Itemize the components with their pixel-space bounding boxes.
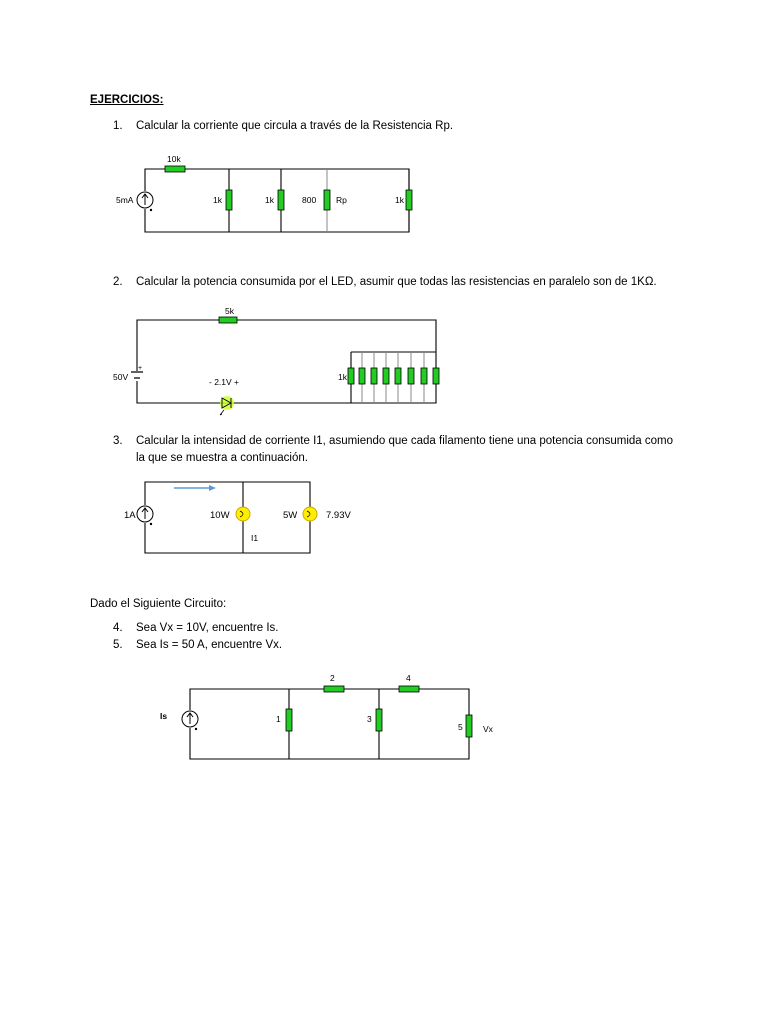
- ex2-number: 2.: [113, 276, 123, 288]
- circuit-4-wires: [190, 689, 469, 759]
- ex1-label-5ma: 5mA: [116, 195, 134, 205]
- ex4-current-source: [182, 710, 198, 730]
- ex1-label-r1: 1k: [213, 195, 222, 205]
- ex3-label-1a: 1A: [124, 510, 136, 521]
- ex1-label-r2: 1k: [265, 195, 274, 205]
- ex3-label-7-93v: 7.93V: [326, 510, 351, 521]
- ex4-text: Sea Vx = 10V, encuentre Is.: [136, 622, 279, 634]
- ex2-label-50v: 50V: [113, 372, 129, 382]
- ex3-number: 3.: [113, 435, 123, 447]
- ex1-text: Calcular la corriente que circula a través de la Resistencia Rp.: [136, 120, 454, 132]
- ex2-label-5k: 5k: [225, 306, 234, 316]
- ex4-number: 4.: [113, 622, 123, 634]
- ex3-text-line1: Calcular la intensidad de corriente I1, asumiendo que cada filamento tiene una potencia consumida como: [136, 435, 673, 447]
- ex3-label-i1: I1: [251, 533, 259, 543]
- ex1-label-800: 800: [302, 195, 317, 205]
- ex3-label-5w: 5W: [283, 510, 298, 521]
- c4-label-5: 5: [458, 722, 463, 732]
- given-circuit-heading: Dado el Siguiente Circuito:: [90, 598, 227, 610]
- c4-resistor-2: [324, 686, 344, 692]
- c4-label-2: 2: [330, 673, 335, 683]
- ex1-label-r4: 1k: [395, 195, 404, 205]
- svg-text:+: +: [138, 365, 143, 372]
- ex1-label-rp: Rp: [336, 195, 347, 205]
- ex2-text: Calcular la potencia consumida por el LED, asumir que todas las resistencias en paralelo son de 1KΩ.: [136, 276, 657, 288]
- c4-resistor-3: [376, 709, 382, 731]
- ex1-number: 1.: [113, 120, 123, 132]
- c4-label-is: Is: [160, 711, 168, 721]
- c4-resistor-1: [286, 709, 292, 731]
- ex2-label-led-voltage: - 2.1V +: [209, 377, 240, 387]
- ex2-label-1k: 1k: [338, 372, 347, 382]
- c4-label-1: 1: [276, 714, 281, 724]
- c4-label-4: 4: [406, 673, 411, 683]
- ex5-text: Sea Is = 50 A, encuentre Vx.: [136, 639, 283, 651]
- ex3-label-10w: 10W: [210, 510, 230, 521]
- ex3-text-line2: la que se muestra a continuación.: [136, 452, 308, 464]
- exercises-heading: EJERCICIOS:: [90, 94, 164, 106]
- ex5-number: 5.: [113, 639, 123, 651]
- c4-label-3: 3: [367, 714, 372, 724]
- c4-label-vx: Vx: [483, 724, 493, 734]
- ex1-label-10k: 10k: [167, 154, 181, 164]
- c4-resistor-4: [399, 686, 419, 692]
- c4-resistor-5: [466, 715, 472, 737]
